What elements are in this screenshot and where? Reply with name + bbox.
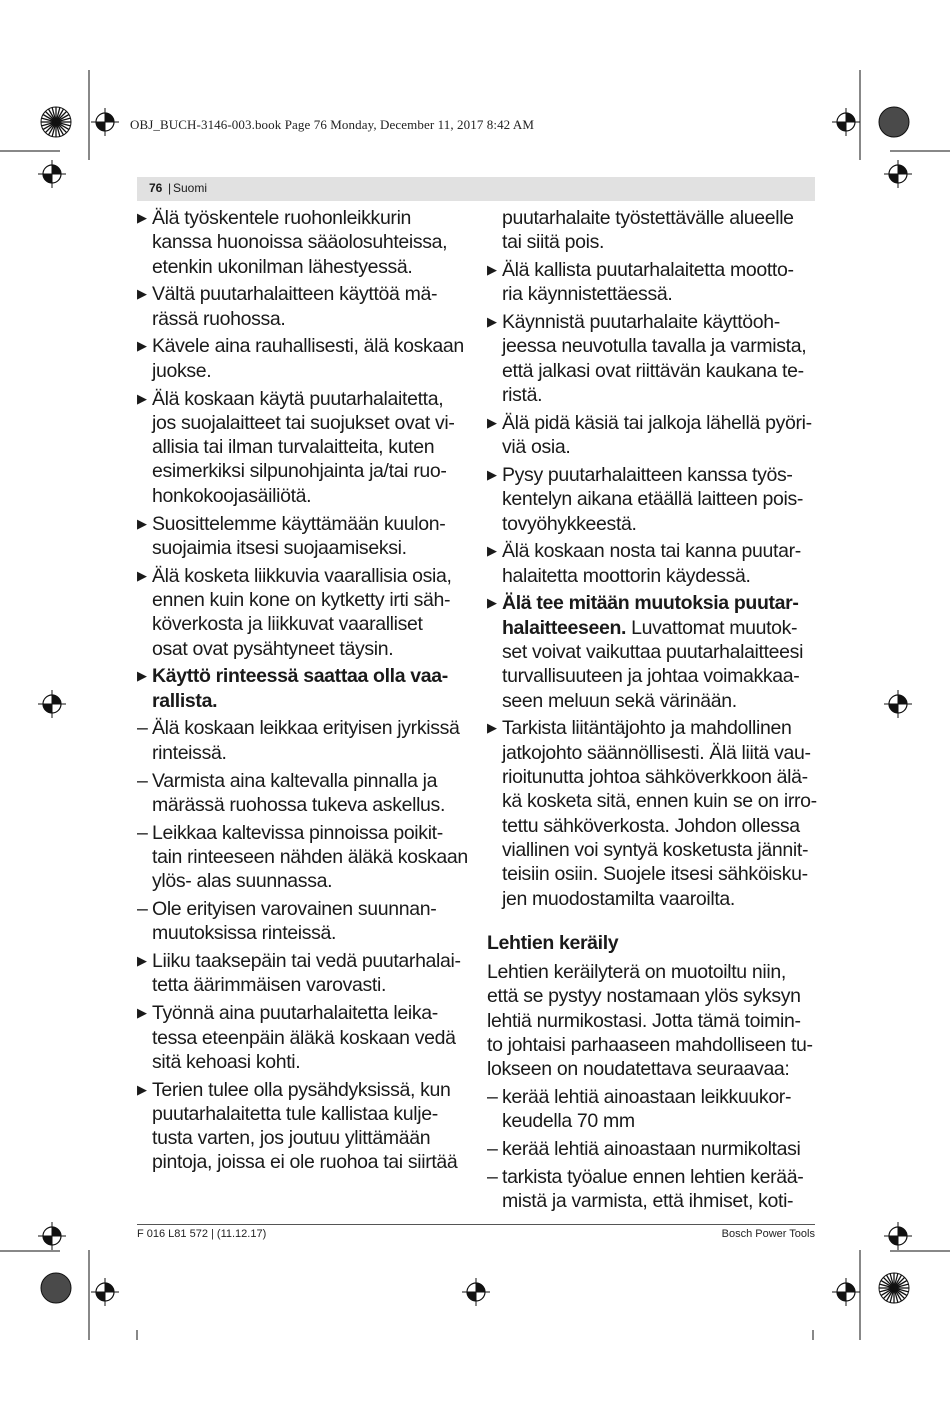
line: tain rinteeseen nähden äläkä koskaan bbox=[152, 845, 468, 868]
bullet-icon: ▶ bbox=[137, 286, 147, 302]
footer-doc-id: F 016 L81 572 | (11.12.17) bbox=[137, 1228, 267, 1240]
line: lehtiä nurmikostasi. Jotta tämä toimin- bbox=[487, 1009, 801, 1032]
line: puutarhalaitetta tule kallistaa kulje- bbox=[152, 1102, 438, 1125]
line: Älä pidä käsiä tai jalkoja lähellä pyöri- bbox=[502, 411, 812, 434]
crosshair-target-icon bbox=[884, 1222, 912, 1250]
line: Vältä puutarhalaitteen käyttöä mä- bbox=[152, 283, 438, 306]
crosshair-target-icon bbox=[38, 1222, 66, 1250]
bullet-icon: ▶ bbox=[487, 466, 497, 482]
line: etenkin ukonilman lähestyessä. bbox=[152, 255, 413, 278]
bullet-icon: ▶ bbox=[137, 210, 147, 225]
bullet-icon: ▶ bbox=[137, 1081, 147, 1097]
bullet-icon: ▶ bbox=[137, 567, 147, 583]
line: Älä koskaan nosta tai kanna puutar- bbox=[502, 540, 801, 563]
crosshair-target-icon bbox=[462, 1278, 490, 1306]
grey-calibration-circle-icon bbox=[878, 106, 910, 138]
bullet-icon: ▶ bbox=[137, 953, 147, 969]
line: honkokoojasäiliötä. bbox=[152, 484, 312, 507]
line: tai siitä pois. bbox=[502, 231, 605, 254]
line: teisiin osiin. Suojele itsesi sähköisku- bbox=[502, 863, 808, 886]
line: ylös- alas suunnassa. bbox=[152, 870, 333, 893]
line: tessa eteenpäin äläkä koskaan vedä bbox=[152, 1026, 456, 1049]
line: seen meluun sekä värinään. bbox=[502, 689, 737, 712]
line: jeessa neuvotulla tavalla ja varmista, bbox=[502, 335, 807, 358]
bullet-icon: ▶ bbox=[137, 668, 147, 684]
bullet-icon: ▶ bbox=[137, 515, 147, 531]
line: Liiku taaksepäin tai vedä puutarhalai- bbox=[152, 950, 461, 973]
line: halaitetta moottorin käydessä. bbox=[502, 564, 751, 587]
line: Älä kosketa liikkuvia vaarallisia osia, bbox=[152, 564, 452, 587]
line: tarkista työalue ennen lehtien kerää- bbox=[502, 1165, 804, 1188]
line: ria käynnistettäessä. bbox=[502, 283, 673, 306]
crosshair-target-icon bbox=[884, 690, 912, 718]
line: keudella 70 mm bbox=[502, 1110, 635, 1133]
crosshair-target-icon bbox=[91, 1278, 119, 1306]
line: että se pystyy nostamaan ylös syksyn bbox=[487, 985, 801, 1008]
line: tovyöhykkeestä. bbox=[502, 512, 637, 535]
crosshair-target-icon bbox=[832, 108, 860, 136]
bullet-icon: ▶ bbox=[487, 595, 497, 611]
line: kä kosketa sitä, ennen kuin se on irro- bbox=[502, 790, 817, 813]
language-label: Suomi bbox=[173, 181, 208, 195]
line-rest: Luvattomat muutok- bbox=[626, 616, 798, 639]
line: kerää lehtiä ainoastaan nurmikoltasi bbox=[502, 1138, 801, 1161]
line: Kävele aina rauhallisesti, älä koskaan bbox=[152, 335, 464, 358]
line: kerää lehtiä ainoastaan leikkuukor- bbox=[502, 1086, 792, 1109]
line: Älä työskentele ruohonleikkurin bbox=[152, 207, 412, 229]
line: Lehtien keräilyterä on muotoiltu niin, bbox=[487, 961, 786, 984]
line: Käyttö rinteessä saattaa olla vaa- bbox=[152, 665, 448, 688]
bullet-icon: ▶ bbox=[487, 314, 497, 330]
line: jatkojohto säännöllisesti. Älä liitä vau- bbox=[502, 741, 811, 764]
line: kentelyn aikana etäällä laitteen pois- bbox=[502, 488, 804, 511]
line: muutoksissa rinteissä. bbox=[152, 922, 337, 945]
bullet-icon: ▶ bbox=[487, 262, 497, 278]
line: tetta äärimmäisen varovasti. bbox=[152, 974, 387, 997]
line: viallinen voi syntyä kosketusta jännit- bbox=[502, 838, 809, 861]
line: Älä koskaan käytä puutarhalaitetta, bbox=[152, 387, 444, 410]
line: to johtaisi parhaaseen mahdolliseen tu- bbox=[487, 1034, 813, 1056]
starburst-calibration-icon bbox=[878, 1272, 910, 1304]
line: set voivat vaikuttaa puutarhalaitteesi bbox=[502, 641, 804, 664]
line: rässä ruohossa. bbox=[152, 307, 286, 330]
line: köverkosta ja liikkuvat vaaralliset bbox=[152, 613, 423, 636]
grey-calibration-circle-icon bbox=[40, 1272, 72, 1304]
footer-brand: Bosch Power Tools bbox=[721, 1228, 815, 1240]
line: lokseen on noudatettava seuraavaa: bbox=[487, 1058, 790, 1081]
line: puutarhalaite työstettävälle alueelle bbox=[502, 207, 794, 229]
page-number: 76 bbox=[149, 181, 163, 195]
line: Älä tee mitään muutoksia puutar- bbox=[502, 592, 799, 615]
line: Työnnä aina puutarhalaitetta leika- bbox=[152, 1002, 438, 1025]
line: sitä kehoasi kohti. bbox=[152, 1050, 301, 1073]
line: kanssa huonoissa sääolosuhteissa, bbox=[152, 231, 448, 254]
line: osat ovat pysähtyneet täysin. bbox=[152, 637, 394, 660]
crosshair-target-icon bbox=[91, 108, 119, 136]
crosshair-target-icon bbox=[884, 160, 912, 188]
dash-icon: – bbox=[137, 898, 148, 921]
line: esimerkiksi silpunohjainta ja/tai ruo- bbox=[152, 460, 447, 483]
line: Älä kallista puutarhalaitetta mootto- bbox=[502, 259, 794, 282]
line: rioitunutta johtoa sähköverkkoon älä- bbox=[502, 766, 808, 789]
line: Ole erityisen varovainen suunnan- bbox=[152, 898, 437, 921]
bullet-icon: ▶ bbox=[487, 720, 497, 736]
file-header: OBJ_BUCH-3146-003.book Page 76 Monday, December 11, 2017 8:42 AM bbox=[130, 117, 535, 132]
crosshair-target-icon bbox=[38, 160, 66, 188]
bullet-icon: ▶ bbox=[137, 338, 147, 354]
line: Varmista aina kaltevalla pinnalla ja bbox=[152, 769, 438, 792]
bullet-icon: ▶ bbox=[137, 390, 147, 406]
dash-icon: – bbox=[137, 821, 148, 844]
line: rinteissä. bbox=[152, 741, 227, 764]
line: pintoja, joissa ei ole ruohoa tai siirtää bbox=[152, 1151, 458, 1174]
bullet-icon: ▶ bbox=[487, 543, 497, 559]
crosshair-target-icon bbox=[832, 1278, 860, 1306]
line: Käynnistä puutarhalaite käyttöoh- bbox=[502, 311, 780, 334]
bullet-icon: ▶ bbox=[137, 1005, 147, 1021]
line: allisia tai ilman turvalaitteita, kuten bbox=[152, 436, 435, 459]
line: Terien tulee olla pysähdyksissä, kun bbox=[152, 1078, 451, 1101]
line: tettu sähköverkosta. Johdon ollessa bbox=[502, 814, 800, 837]
line: Pysy puutarhalaitteen kanssa työs- bbox=[502, 463, 793, 486]
line: että jalkasi ovat riittävän kaukana te- bbox=[502, 359, 804, 382]
line: jen muodostamilta vaaroilta. bbox=[502, 887, 735, 910]
line: juokse. bbox=[152, 359, 212, 382]
dash-icon: – bbox=[487, 1138, 498, 1161]
line: Suosittelemme käyttämään kuulon- bbox=[152, 512, 446, 535]
line: ristä. bbox=[502, 384, 543, 407]
starburst-calibration-icon bbox=[40, 106, 72, 138]
line: märässä ruohossa tukeva askellus. bbox=[152, 793, 446, 816]
dash-icon: – bbox=[137, 717, 148, 740]
line: tusta varten, jos joutuu ylittämään bbox=[152, 1127, 431, 1150]
line: jos suojalaitteet tai suojukset ovat vi- bbox=[152, 411, 455, 434]
line: ennen kuin kone on kytketty irti säh- bbox=[152, 588, 451, 611]
line: Leikkaa kaltevissa pinnoissa poikit- bbox=[152, 821, 443, 844]
line: rallista. bbox=[152, 689, 218, 712]
dash-icon: – bbox=[487, 1086, 498, 1109]
bullet-icon: ▶ bbox=[487, 414, 497, 430]
section-heading: Lehtien keräily bbox=[487, 931, 619, 954]
line: suojaimia itsesi suojaamiseksi. bbox=[152, 536, 407, 559]
crosshair-target-icon bbox=[38, 690, 66, 718]
line: turvallisuuteen ja johtaa voimakkaa- bbox=[502, 665, 800, 688]
header-separator: | bbox=[168, 181, 172, 195]
dash-icon: – bbox=[487, 1165, 498, 1188]
line: mistä ja varmista, että ihmiset, koti- bbox=[502, 1190, 794, 1213]
line: Älä koskaan leikkaa erityisen jyrkissä bbox=[152, 717, 460, 740]
line: viä osia. bbox=[502, 436, 571, 459]
bold-phrase: halaitteeseen. bbox=[502, 616, 627, 639]
dash-icon: – bbox=[137, 769, 148, 792]
line: Tarkista liitäntäjohto ja mahdollinen bbox=[502, 717, 792, 740]
